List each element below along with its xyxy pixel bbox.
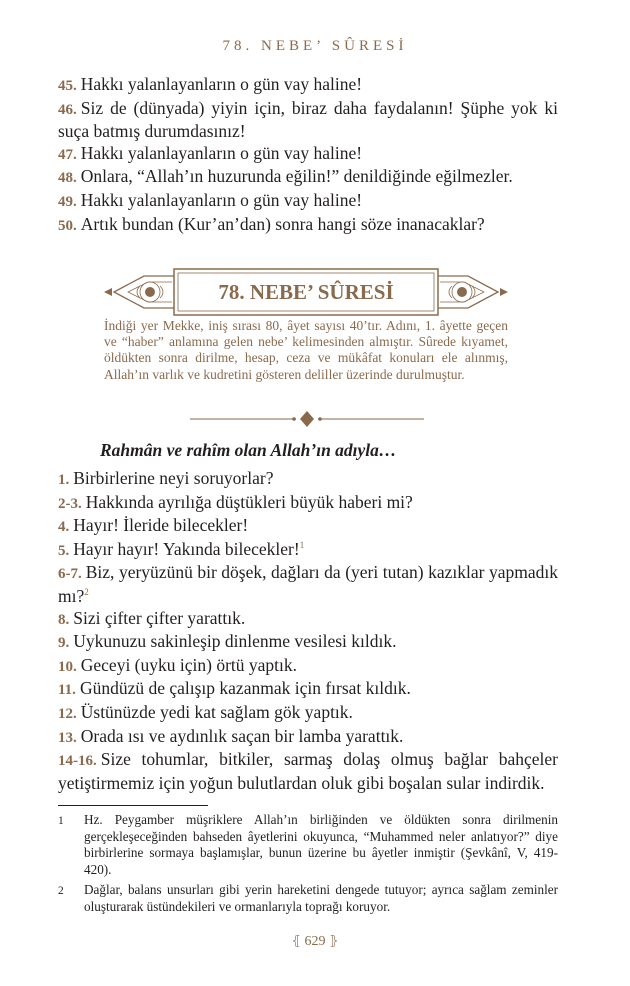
verse	[58, 655, 558, 679]
verse-number: 46.	[58, 101, 77, 118]
verse	[58, 631, 558, 655]
verse-text: Geceyi (uyku için) örtü yaptık.	[80, 654, 298, 675]
verse	[58, 98, 558, 143]
footnotes	[58, 812, 558, 920]
footnote-text: Dağlar, balans unsurları gibi yerin hareketini dengede tutuyor; ayrıca sağlam zeminler oluşturarak üstündekileri ve ormanlarıyla toprağı koruyor.	[84, 882, 558, 914]
verse-text: Siz de (dünyada) yiyin için, biraz daha faydalanın! Şüphe yok ki suça batmış durumdasınız!	[58, 97, 558, 142]
verse	[58, 468, 558, 492]
left-bracket-ornament-icon: ⦃	[291, 933, 301, 948]
verse-number: 14-16.	[58, 753, 97, 770]
verse-text: Birbirlerine neyi soruyorlar?	[73, 468, 274, 488]
verse-number: 11.	[58, 682, 76, 699]
verse-number: 5.	[58, 542, 70, 559]
footnote-number: 2	[58, 885, 64, 898]
verse-text: Gündüzü de çalışıp kazanmak için fırsat kıldık.	[79, 678, 411, 699]
verse	[58, 492, 558, 516]
verse	[58, 678, 558, 702]
footnote-reference[interactable]: 2	[84, 587, 89, 598]
right-bracket-ornament-icon: ⦄	[329, 933, 339, 948]
verse-number: 8.	[58, 611, 70, 628]
page-number-container	[0, 933, 630, 950]
surah-title: 78. NEBE’ SÛRESİ	[218, 280, 394, 304]
verse-number: 9.	[58, 635, 70, 652]
verse-text: Hakkı yalanlayanların o gün vay haline!	[80, 189, 363, 210]
footnote-text: Hz. Peygamber müşriklere Allah’ın birliğinden ve öldükten sonra dirilmenin gerçekleşeceğinden bahseden âyetlerini okuyunca, “Muhammed neler anlatıyor?” diye birbirlerine sormaya başlamışlar, bunun üzerine bu âyetler inmiştir (Şevkânî, V, 419-420).	[84, 812, 558, 877]
verse-number: 45.	[58, 78, 77, 94]
verse-text: Hakkında ayrılığa düştükleri büyük haberi mi?	[85, 491, 413, 512]
verse	[58, 166, 558, 190]
verse	[58, 702, 558, 726]
footnote-separator	[58, 805, 208, 806]
verse-text: Sizi çifter çifter yarattık.	[73, 607, 246, 628]
verse	[58, 74, 558, 98]
verse	[58, 562, 558, 607]
verse	[58, 608, 558, 632]
basmala: Rahmân ve rahîm olan Allah’ın adıyla…	[100, 440, 397, 460]
verse-number: 2-3.	[58, 495, 82, 512]
verse-number: 48.	[58, 170, 77, 187]
verse-text: Hayır hayır! Yakında bilecekler!	[73, 538, 300, 559]
verse	[58, 515, 558, 539]
verse-text: Onlara, “Allah’ın huzurunda eğilin!” denildiğinde eğilmezler.	[80, 166, 513, 187]
verse-number: 1.	[58, 472, 70, 488]
surah-intro: İndiği yer Mekke, iniş sırası 80, âyet sayısı 40’tır. Adını, 1. âyette geçen ve “haber” anlamına gelen nebe’ kelimesinden almıştır. Sûrede kıyamet, öldükten sonra dirilme, hesap, ceza ve mükâfat konuları ele alınmış, Allah’ın varlık ve kudretini gösteren deliller üzerinde durulmuştur.	[104, 318, 508, 382]
verse-number: 13.	[58, 729, 77, 746]
verse	[58, 143, 558, 167]
verse-number: 47.	[58, 146, 77, 163]
footnote	[58, 812, 558, 878]
verse	[58, 190, 558, 214]
page-number: 629	[304, 934, 326, 949]
verse-number: 4.	[58, 519, 70, 536]
verse	[58, 726, 558, 750]
verse-number: 50.	[58, 217, 77, 234]
verse-number: 49.	[58, 193, 77, 210]
verse	[58, 749, 558, 794]
footnote	[58, 882, 558, 915]
verse	[58, 214, 558, 238]
verses	[58, 468, 558, 794]
footnote-reference[interactable]: 1	[299, 539, 305, 550]
verse-text: Orada ısı ve aydınlık saçan bir lamba yarattık.	[80, 725, 404, 746]
divider-ornament-icon	[190, 410, 424, 428]
verse-number: 10.	[58, 658, 77, 675]
verse-text: Hayır! İleride bilecekler!	[73, 515, 249, 536]
running-head: 78. NEBE’ SÛRESİ	[222, 38, 408, 54]
surah-title-frame	[104, 266, 508, 318]
verse-text: Biz, yeryüzünü bir döşek, dağları da (yeri tutan) kazıklar yapmadık mı?	[58, 562, 558, 606]
footnote-number: 1	[58, 815, 64, 827]
verse	[58, 539, 558, 563]
verse-text: Hakkı yalanlayanların o gün vay haline!	[80, 74, 363, 94]
verse-number: 6-7.	[58, 566, 82, 583]
verse-text: Üstünüzde yedi kat sağlam gök yaptık.	[80, 701, 353, 722]
verse-number: 12.	[58, 705, 77, 722]
verse-text: Uykunuzu sakinleşip dinlenme vesilesi kıldık.	[73, 631, 397, 652]
verse-text: Artık bundan (Kur’an’dan) sonra hangi söze inanacaklar?	[80, 213, 485, 234]
verse-text: Size tohumlar, bitkiler, sarmaş dolaş olmuş bağlar bahçeler yetiştirmemiz için yoğun bulutlardan oluk gibi boşalan sular indirdik.	[58, 749, 558, 793]
previous-verses	[58, 74, 558, 237]
verse-text: Hakkı yalanlayanların o gün vay haline!	[80, 142, 363, 163]
